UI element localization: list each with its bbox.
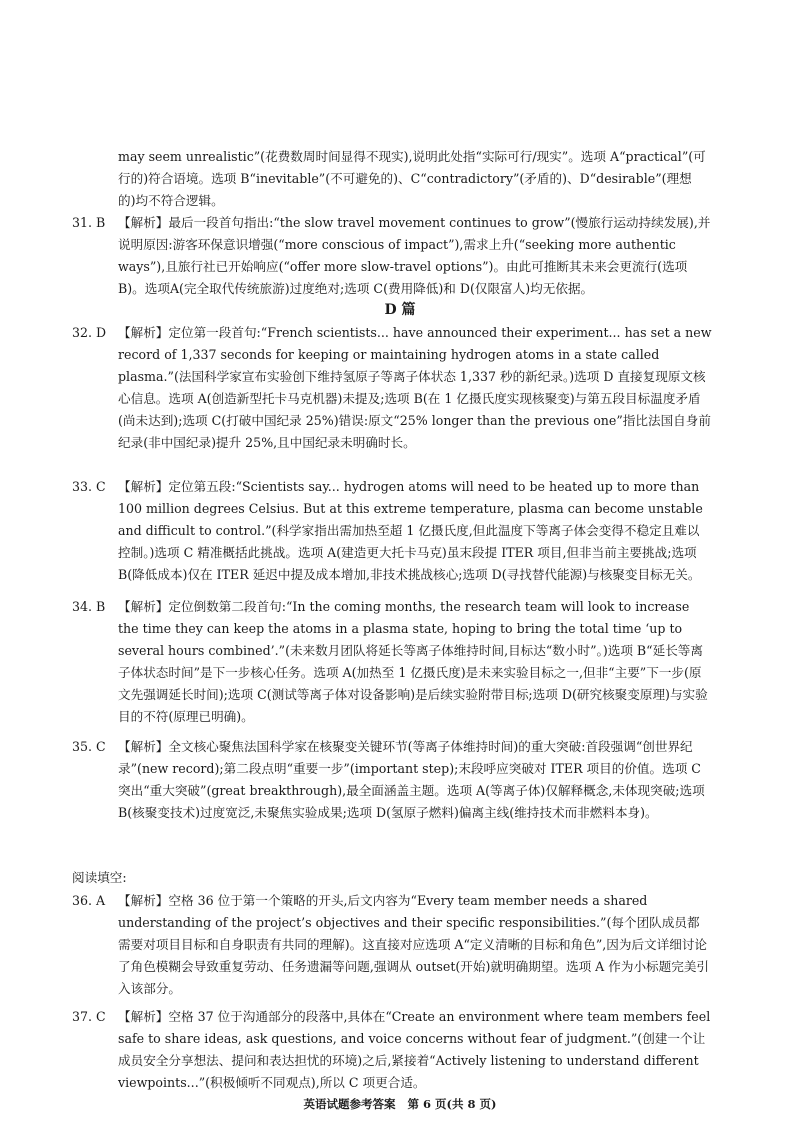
answer-number: 36. A [72,893,106,908]
answer-item-33 [72,476,712,586]
reading-fill-label: 阅读填空: [72,870,127,885]
answer-number: 35. C [72,739,106,754]
footer-title: 英语试题参考答案 [303,1097,396,1111]
answer-number: 32. D [72,325,107,340]
section-title-d: D 篇 [384,302,416,318]
page-footer [0,1096,800,1112]
continued-explanation: may seem unrealistic”(花费数周时间显得不现实),说明此处指“实际可行/现实”。选项 A“practical”(可行的)符合语境。选项 B“inevitable”(不可避免的)、C“contradictory”(矛盾的)、D“desirable”(理想的)均不符合逻辑。 [118,149,706,208]
answer-number: 33. C [72,479,106,494]
answer-explanation: 【解析】空格 36 位于第一个策略的开头,后文内容为“Every team member needs a shared understanding of the project’s objectives and their specific responsibilities.”(每个团队成员都需要对项目目标和自身职责有共同的理解)。这直接对应选项 A“定义清晰的目标和角色”,因为后文详细讨论了角色模糊会导致重复劳动、任务遗漏等问题,强调从 outset(开始)就明确期望。选项 A 作为小标题完美引入该部分。 [118,893,710,996]
answer-number: 37. C [72,1009,106,1024]
answer-item-36 [72,890,712,1000]
answer-explanation: 【解析】定位第五段:“Scientists say... hydrogen atoms will need to be heated up to more than 100 million degrees Celsius. But at this extreme temperature, plasma can become unstable and difficult to control.”(科学家指出需加热至超 1 亿摄氏度,但此温度下等离子体会变得不稳定且难以控制。)选项 C 精准概括此挑战。选项 A(建造更大托卡马克)虽末段提 ITER 项目,但非当前主要挑战;选项 B(降低成本)仅在 ITER 延迟中提及成本增加,非技术挑战核心;选项 D(寻找替代能源)与核聚变目标无关。 [118,479,703,582]
answer-item-31 [72,212,712,300]
answer-explanation: 【解析】空格 37 位于沟通部分的段落中,具体在“Create an environment where team members feel safe to share ideas, ask questions, and voice concerns without fear of judgment.”(创建一个让成员安全分享想法、提问和表达担忧的环境)之后,紧接着“Actively listening to understand different viewpoints...”(积极倾听不同观点),所以 C 项更合适。 [118,1009,711,1090]
answer-item-32 [72,322,712,454]
answer-explanation: 【解析】定位第一段首句:“French scientists... have announced their experiment... has set a new record of 1,337 seconds for keeping or maintaining hydrogen atoms in a state called plasma.”(法国科学家宣布实验创下维持氢原子等离子体状态 1,337 秒的新纪录。)选项 D 直接复现原文核心信息。选项 A(创造新型托卡马克机器)未提及;选项 B(在 1 亿摄氏度实现核聚变)与第五段目标温度矛盾(尚未达到);选项 C(打破中国纪录 25%)错误:原文“25% longer than the previous one”指比法国自身前纪录(非中国纪录)提升 25%,且中国纪录未明确时长。 [118,325,712,450]
answer-item-35 [72,736,712,824]
answer-item-37 [72,1006,712,1094]
answer-number: 31. B [72,215,106,230]
answer-number: 34. B [72,599,106,614]
answer-explanation: 【解析】全文核心聚焦法国科学家在核聚变关键环节(等离子体维持时间)的重大突破:首段强调“创世界纪录”(new record);第二段点明“重要一步”(important step);末段呼应突破对 ITER 项目的价值。选项 C 突出“重大突破”(great breakthrough),最全面涵盖主题。选项 A(等离子体)仅解释概念,未体现突破;选项 B(核聚变技术)过度宽泛,未聚焦实验成果;选项 D(氢原子燃料)偏离主线(维持技术而非燃料本身)。 [118,739,705,820]
answer-explanation: 【解析】定位倒数第二段首句:“In the coming months, the research team will look to increase the time they can keep the atoms in a plasma state, hoping to bring the total time ‘up to several hours combined’.”(未来数月团队将延长等离子体维持时间,目标达“数小时”。)选项 B“延长等离子体状态时间”是下一步核心任务。选项 A(加热至 1 亿摄氏度)是未来实验目标之一,但非“主要”下一步(原文先强调延长时间);选项 C(测试等离子体对设备影响)是后续实验附带目标;选项 D(研究核聚变原理)与实验目的不符(原理已明确)。 [118,599,708,724]
footer-page-number: 第 6 页(共 8 页) [407,1097,497,1111]
answer-item-34 [72,596,712,728]
answer-explanation: 【解析】最后一段首句指出:“the slow travel movement continues to grow”(慢旅行运动持续发展),并说明原因:游客环保意识增强(“more conscious of impact”),需求上升(“seeking more authentic ways”),且旅行社已开始响应(“offer more slow-travel options”)。由此可推断其未来会更流行(选项 B)。选项A(完全取代传统旅游)过度绝对;选项 C(费用降低)和 D(仅限富人)均无依据。 [118,215,711,296]
